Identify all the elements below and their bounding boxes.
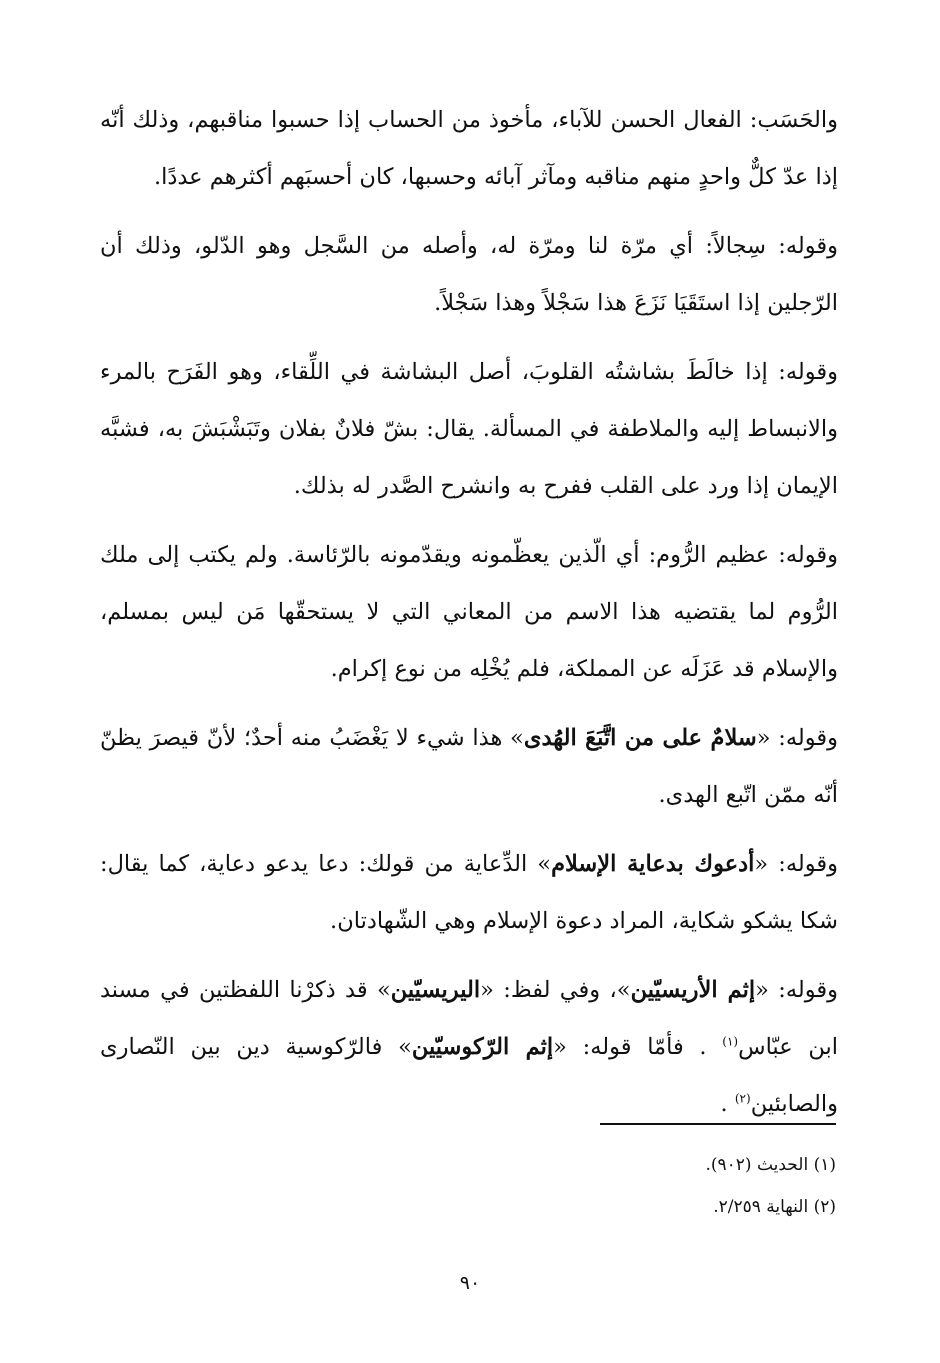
paragraph xyxy=(100,962,838,1133)
paragraph-text: » فالرّكوسية دين بين النّصارى والصابئين xyxy=(100,1034,838,1117)
hadith-quote: سلامٌ على من اتَّبَعَ الهُدى xyxy=(523,725,757,751)
paragraph-text: وقوله: « xyxy=(755,977,838,1003)
footnote-separator xyxy=(600,1123,836,1125)
hadith-quote: إثم الأريسيّين xyxy=(630,977,756,1003)
paragraph-text: وقوله: إذا خالَطَ بشاشتُه القلوبَ، أصل البشاشة في اللِّقاء، وهو الفَرَح بالمرء والانبساط إليه والملاطفة في المسألة. يقال: بشّ فلانٌ بفلان وتَبَشْبَشَ به، فشبَّه الإيمان إذا ورد على القلب ففرح به وانشرح الصَّدر له بذلك. xyxy=(100,359,838,499)
main-text xyxy=(100,92,838,1145)
paragraph-text: والحَسَب: الفعال الحسن للآباء، مأخوذ من الحساب إذا حسبوا مناقبهم، وذلك أنّه إذا عدّ كلٌّ واحدٍ منهم مناقبه ومآثر آبائه وحسبها، كان أحسبَهم أكثرهم عددًا. xyxy=(100,107,838,190)
hadith-quote: اليريسيّين xyxy=(390,977,481,1003)
paragraph-text: » الدِّعاية من قولك: دعا يدعو دعاية، كما يقال: شكا يشكو شكاية، المراد دعوة الإسلام وهي الشّهادتان. xyxy=(100,851,838,934)
hadith-quote: إثم الرّكوسيّين xyxy=(411,1034,554,1060)
paragraph-text: . فأمّا قوله: « xyxy=(553,1034,723,1060)
hadith-quote: أدعوك بدعاية الإسلام xyxy=(551,851,755,877)
paragraph-text: وقوله: سِجالاً: أي مرّة لنا ومرّة له، وأصله من السَّجل وهو الدّلو، وذلك أن الرّجلين إذا استَقَيَا نَزَعَ هذا سَجْلاً وهذا سَجْلاً. xyxy=(100,233,838,316)
paragraph-text: » هذا شيء لا يَغْضَبُ منه أحدٌ؛ لأنّ قيصرَ يظنّ أنّه ممّن اتّبع الهدى. xyxy=(100,725,838,808)
paragraph xyxy=(100,710,838,824)
footnote-1: (١) الحديث (٩٠٢). xyxy=(705,1155,836,1175)
paragraph-text: »، وفي لفظ: « xyxy=(480,977,631,1003)
paragraph-text: » قد ذكرْنا اللفظتين في مسند ابن عبّاس xyxy=(100,977,838,1060)
paragraph xyxy=(100,527,838,698)
footnotes xyxy=(500,1144,836,1228)
paragraph-text: وقوله: « xyxy=(754,851,838,877)
footnote-marker: (١) xyxy=(722,1034,739,1049)
paragraph xyxy=(100,92,838,206)
paragraph xyxy=(100,344,838,515)
page-number: ٩٠ xyxy=(459,1272,481,1294)
paragraph xyxy=(100,836,838,950)
paragraph-text: وقوله: عظيم الرُّوم: أي الّذين يعظّمونه ويقدّمونه بالرّئاسة. ولم يكتب إلى ملك الرُّوم لما يقتضيه هذا الاسم من المعاني التي لا يستحقّها مَن ليس بمسلم، والإسلام قد عَزَلَه عن المملكة، فلم يُخْلِه من نوع إكرام. xyxy=(100,542,838,682)
paragraph-text: . xyxy=(720,1091,735,1117)
footnote-2: (٢) النهاية ٢/٢٥٩. xyxy=(713,1197,836,1217)
paragraph xyxy=(100,218,838,332)
footnote-marker: (٢) xyxy=(734,1091,751,1106)
paragraph-text: وقوله: « xyxy=(756,725,838,751)
